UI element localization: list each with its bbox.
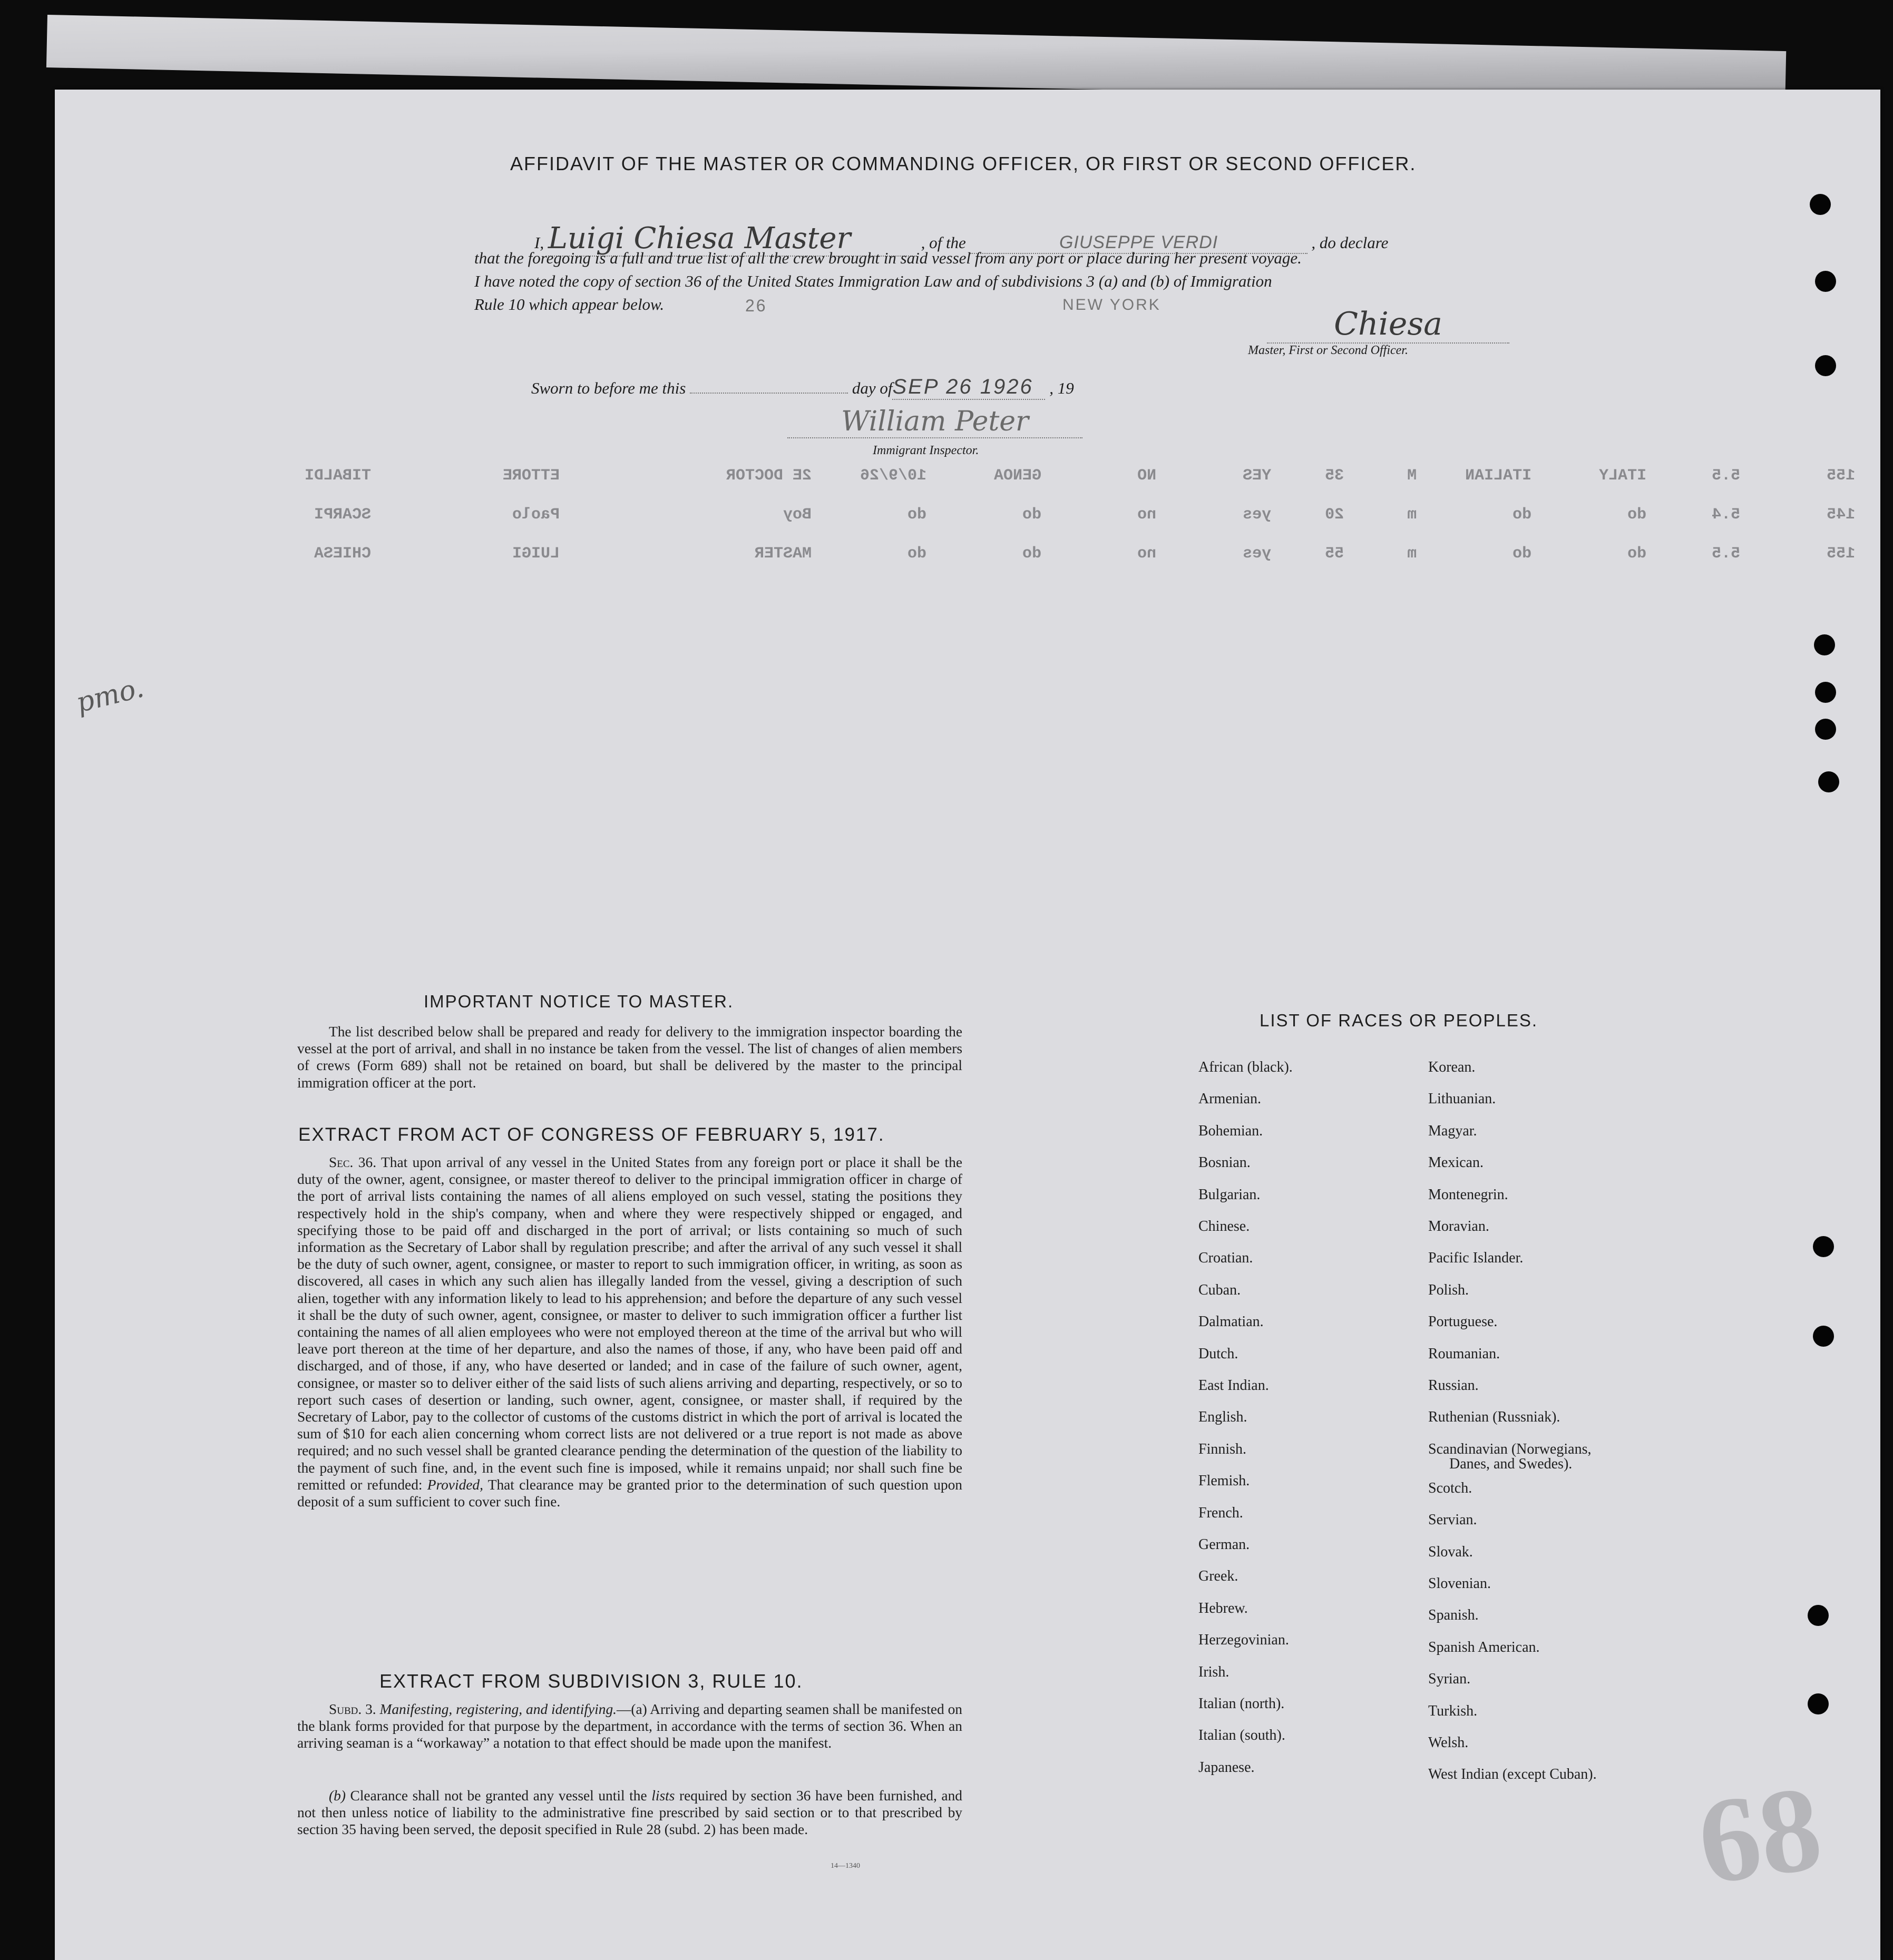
punch-hole <box>1815 271 1836 292</box>
race-item: Herzegovinian. <box>1198 1632 1289 1649</box>
inspector-signature: William Peter <box>787 406 1082 438</box>
race-item: Mexican. <box>1428 1154 1484 1171</box>
race-item: Dutch. <box>1198 1345 1238 1362</box>
races-column-1 <box>1198 1059 1420 1881</box>
race-item: Bulgarian. <box>1198 1186 1261 1203</box>
race-item: Moravian. <box>1428 1218 1489 1234</box>
section-36-tail: That clearance may be granted prior to the determination of such question upon deposit of a sum sufficient to cover such fine. <box>297 1476 962 1510</box>
punch-hole <box>1808 1605 1829 1626</box>
race-item: German. <box>1198 1536 1250 1553</box>
notice-heading: IMPORTANT NOTICE TO MASTER. <box>424 992 734 1011</box>
race-item: French. <box>1198 1504 1243 1521</box>
bleed-through-row: 155 5.5 ITALY ITALIAN M 35 YES NO GENOA 10/9/26 2E DOCTOR ETTORE TIBALDI <box>304 467 1856 485</box>
affidavit-line-4: Rule 10 which appear below. <box>474 295 665 313</box>
race-item: East Indian. <box>1198 1377 1269 1394</box>
race-item: Russian. <box>1428 1377 1479 1394</box>
section-36-text: That upon arrival of any vessel in the United States from any foreign port or place it shall be the duty of the owner, agent, consignee, or master thereof to deliver to the principal immigration officer in charge of the port of arrival lists containing the names of all aliens employed on such vessel, stating the positions they respectively hold in the ship's company, when and where they were respectively shipped or engaged, and specifying those to be paid off and discharged in the port of arrival; or lists containing so much of such information as the Secretary of Labor shall by regulation prescribe; and after the arrival of any such vessel it shall be the duty of such owner, agent, consignee, or master to report to such immigration officer, in writing, as soon as discovered, all cases in which any such alien has illegally landed from the vessel, giving a description of such alien, together with any information likely to lead to his apprehension; and before the departure of any such vessel it shall be the duty of such owner, agent, consignee, or master to deliver to such immigration officer a further list containing the names of all alien employees who were not employed thereon at the time of the arrival but who will leave port thereon at the time of her departure, and also the names of those, if any, who have been paid off and discharged, and of those, if any, who have deserted or landed; and in case of the failure of such owner, agent, consignee, or master so to deliver either of the said lists of such aliens arriving and departing, respectively, or so to report such cases of desertion or landing, such owner, agent, consignee, or master shall, if required by the Secretary of Labor, pay to the collector of customs of the customs district in which the port of arrival is located the sum of $10 for each alien concerning whom correct lists are not delivered or a true report is not made as above required; and no such vessel shall be granted clearance pending the determination of the question of the liability to the payment of such fine, and, in the event such fine is imposed, while it remains unpaid; nor shall such fine be remitted or refunded: <box>297 1154 962 1493</box>
race-item: Italian (south). <box>1198 1727 1285 1744</box>
race-item: Bosnian. <box>1198 1154 1251 1171</box>
punch-hole <box>1815 355 1836 376</box>
affidavit-i-prefix: I, <box>534 233 544 252</box>
race-item: West Indian (except Cuban). <box>1428 1766 1597 1783</box>
year-suffix: , 19 <box>1049 379 1074 397</box>
form-number: 14—1340 <box>831 1862 860 1870</box>
extract-rule-heading: EXTRACT FROM SUBDIVISION 3, RULE 10. <box>379 1670 803 1692</box>
of-the-text: , of the <box>921 233 966 252</box>
races-heading: LIST OF RACES OR PEOPLES. <box>1260 1011 1538 1030</box>
punch-hole <box>1815 682 1836 703</box>
race-item: Cuban. <box>1198 1281 1241 1298</box>
extract-act-heading: EXTRACT FROM ACT OF CONGRESS OF FEBRUARY 5, 1917. <box>298 1124 885 1145</box>
punch-hole <box>1813 1236 1834 1257</box>
race-item: Portuguese. <box>1428 1314 1498 1330</box>
race-item: Irish. <box>1198 1663 1230 1680</box>
race-item-continuation: Danes, and Swedes). <box>1449 1455 1573 1472</box>
race-item: Polish. <box>1428 1281 1469 1298</box>
stamp-day: 26 <box>745 296 767 315</box>
b-lists: lists <box>651 1788 675 1804</box>
race-item: English. <box>1198 1409 1247 1426</box>
affidavit-line-3: I have noted the copy of section 36 of the United States Immigration Law and of subdivisions 3 (a) and (b) of Immigration <box>474 272 1272 290</box>
subd-3-a-text: —(a) Arriving and departing seamen shall be manifested on the blank forms provided for that purpose by the department, in accordance with the terms of section 36. When an arriving seaman is a “workaway” a notation to that effect should be made upon the manifest. <box>297 1701 962 1751</box>
sworn-text: Sworn to before me this <box>531 379 686 397</box>
punch-hole <box>1810 194 1831 215</box>
race-item: Bohemian. <box>1198 1122 1263 1139</box>
day-of-text: day of <box>852 379 893 397</box>
sworn-line <box>531 375 1074 400</box>
race-item: Korean. <box>1428 1059 1476 1075</box>
b-text-1: Clearance shall not be granted any vessel until the <box>350 1788 647 1804</box>
race-item: Magyar. <box>1428 1122 1477 1139</box>
race-item: Roumanian. <box>1428 1345 1500 1362</box>
race-item: African (black). <box>1198 1059 1293 1075</box>
race-item: Armenian. <box>1198 1091 1261 1108</box>
master-name-handwritten: Luigi Chiesa Master <box>548 221 917 257</box>
race-item: Japanese. <box>1198 1759 1255 1776</box>
margin-annotation: pmo. <box>73 672 147 719</box>
stamp-port: NEW YORK <box>1062 296 1161 313</box>
rule-subdivision-b <box>297 1787 962 1838</box>
race-item: Spanish. <box>1428 1607 1479 1624</box>
race-item: Flemish. <box>1198 1473 1250 1489</box>
page-number-stamp: 68 <box>1690 1760 1829 1910</box>
provided-word: Provided, <box>427 1476 483 1493</box>
inspector-caption: Immigrant Inspector. <box>873 444 979 457</box>
race-item: Montenegrin. <box>1428 1186 1508 1203</box>
master-signature: Chiesa <box>1267 306 1509 344</box>
punch-hole <box>1814 634 1835 655</box>
sworn-date-stamp: SEP 26 1926 <box>892 375 1045 400</box>
race-item: Scotch. <box>1428 1479 1472 1496</box>
race-item: Welsh. <box>1428 1734 1469 1751</box>
extract-act-body <box>297 1154 962 1510</box>
race-item: Hebrew. <box>1198 1600 1248 1616</box>
race-item: Syrian. <box>1428 1671 1471 1688</box>
races-column-2 <box>1428 1059 1702 1881</box>
bleed-through-rows <box>266 467 1856 583</box>
affidavit-line-2: that the foregoing is a full and true list of all the crew brought in said vessel from any port or place during her present voyage. <box>474 249 1302 267</box>
punch-hole <box>1808 1693 1829 1714</box>
race-item: Slovenian. <box>1428 1575 1491 1592</box>
race-item: Scandinavian (Norwegians, <box>1428 1440 1592 1457</box>
subd-3-title: Manifesting, registering, and identifying. <box>379 1701 617 1717</box>
b-label: (b) <box>329 1788 346 1804</box>
race-item: Pacific Islander. <box>1428 1250 1524 1267</box>
punch-hole <box>1818 771 1839 792</box>
punch-hole <box>1815 719 1836 740</box>
race-item: Turkish. <box>1428 1702 1478 1719</box>
race-item: Lithuanian. <box>1428 1091 1496 1108</box>
rule-subdivision-a <box>297 1701 962 1752</box>
race-item: Slovak. <box>1428 1543 1473 1560</box>
b-text-2: required by section 36 have been furnished, and not then unless notice of liability to the administrative fine prescribed by said section or to that prescribed by section 35 having been served, the deposit specified in Rule 28 (subd. 2) has been made. <box>297 1788 962 1838</box>
do-declare-text: , do declare <box>1311 233 1389 252</box>
race-item: Dalmatian. <box>1198 1314 1264 1330</box>
race-item: Finnish. <box>1198 1440 1247 1457</box>
race-item: Spanish American. <box>1428 1639 1540 1655</box>
race-item: Ruthenian (Russniak). <box>1428 1409 1560 1426</box>
race-item: Servian. <box>1428 1512 1477 1528</box>
punch-hole <box>1813 1326 1834 1347</box>
race-item: Greek. <box>1198 1568 1238 1585</box>
bleed-through-row: 155 5.5 do do m 55 yes no do do MASTER LUIGI CHIESA <box>314 545 1856 563</box>
race-item: Chinese. <box>1198 1218 1250 1234</box>
manifest-sheet <box>55 90 1880 1960</box>
race-item: Italian (north). <box>1198 1696 1285 1712</box>
section-36-lead: Sec. 36. <box>329 1154 377 1170</box>
bleed-through-row: 145 5.4 do do m 20 yes no do do Boy Paolo SCARPI <box>314 506 1856 524</box>
signer-caption: Master, First or Second Officer. <box>1248 344 1408 357</box>
notice-body: The list described below shall be prepared and ready for delivery to the immigration inspector boarding the vessel at the port of arrival, and shall in no instance be taken from the vessel. The list of changes of alien members of crews (Form 689) shall not be retained on board, but shall be delivered by the master to the principal immigration officer at the port. <box>297 1024 962 1091</box>
affidavit-title: AFFIDAVIT OF THE MASTER OR COMMANDING OFFICER, OR FIRST OR SECOND OFFICER. <box>510 153 1417 174</box>
vessel-name: GIUSEPPE VERDI <box>1059 232 1218 252</box>
subd-3-lead: Subd. 3. <box>329 1701 376 1717</box>
race-item: Croatian. <box>1198 1250 1253 1267</box>
